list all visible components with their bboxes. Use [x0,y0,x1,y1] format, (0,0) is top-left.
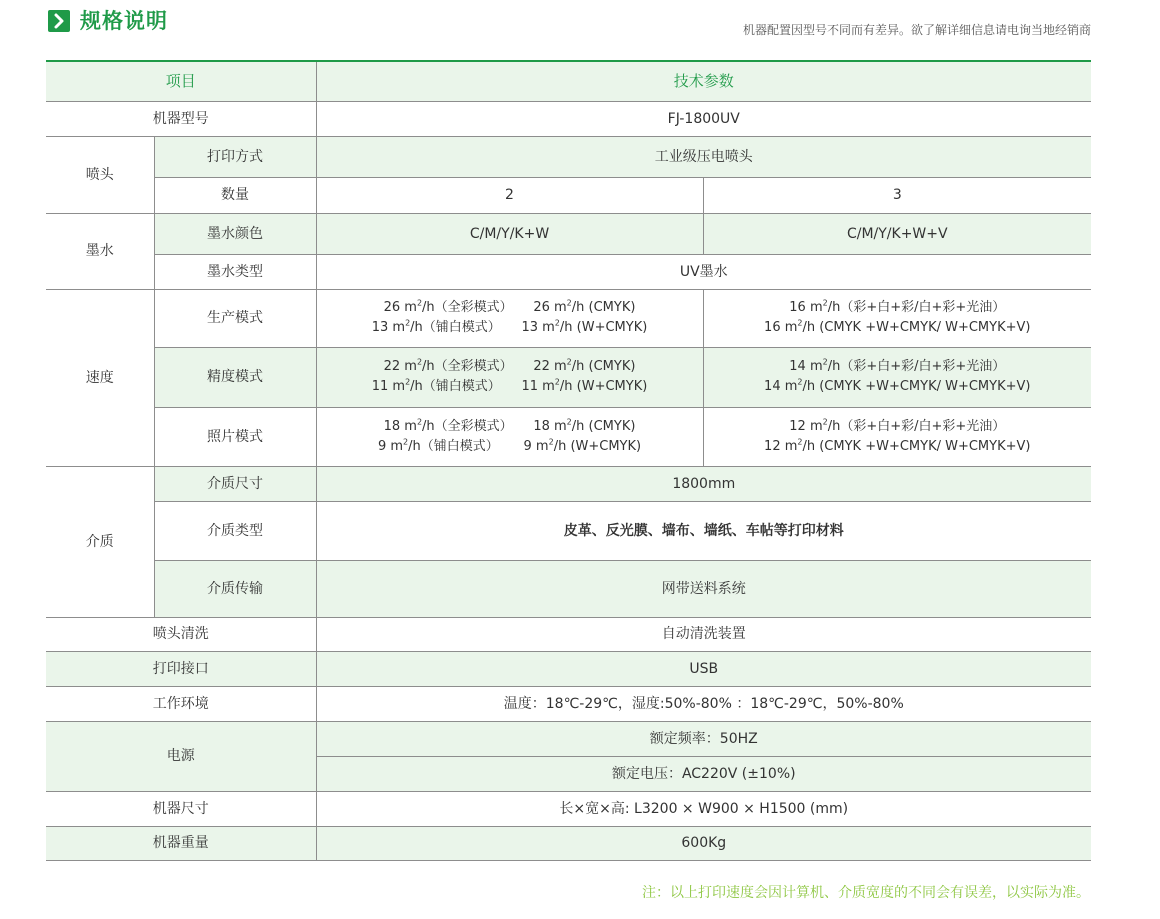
row-value: 皮革、反光膜、墙布、墙纸、车帖等打印材料 [316,501,1091,560]
row-label: 机器重量 [46,826,316,860]
table-row [46,686,1091,721]
row-label: 打印接口 [46,651,316,686]
chevron-right-icon [48,10,70,32]
row-value: 600Kg [316,826,1091,860]
config-note: 机器配置因型号不同而有差异。欲了解详细信息请电询当地经销商 [742,23,1091,37]
row-value: 2 [316,177,703,213]
header-spec: 技术参数 [316,61,1091,101]
spec-table [46,60,1091,861]
group-label: 墨水 [46,213,154,289]
row-label: 介质类型 [154,501,316,560]
group-label: 介质 [46,466,154,617]
speed-value-a: 26 $m^2/h$（全彩模式） 26 $m^2/h$ (CMYK) 13 $m^2/h$（铺白模式） 13 $m^2/h$ (W+CMYK) [316,289,703,347]
table-row [46,791,1091,826]
row-value: 长×宽×高: L3200 × W900 × H1500 (mm) [316,791,1091,826]
footnote: 注：以上打印速度会因计算机、介质宽度的不同会有误差，以实际为准。 [642,885,1090,901]
table-row [46,289,1091,347]
row-value: 网带送料系统 [316,560,1091,617]
row-value: UV墨水 [316,254,1091,289]
row-label: 墨水类型 [154,254,316,289]
table-row [46,651,1091,686]
table-row [46,501,1091,560]
table-row [46,407,1091,466]
row-label: 介质尺寸 [154,466,316,501]
row-label: 介质传输 [154,560,316,617]
table-row [46,213,1091,254]
row-value: 额定电压：AC220V (±10%) [316,756,1091,791]
table-row [46,826,1091,860]
speed-value-b: 16 $m^2/h$（彩+白+彩/白+彩+光油） 16 $m^2/h$ (CMYK +W+CMYK/ W+CMYK+V) [703,289,1091,347]
row-label: 墨水颜色 [154,213,316,254]
row-value: C/M/Y/K+W+V [703,213,1091,254]
row-label: 喷头清洗 [46,617,316,651]
row-value: 温度：18℃-29℃，湿度:50%-80% ：18℃-29℃，50%-80% [316,686,1091,721]
speed-value-a: 18 $m^2/h$（全彩模式） 18 $m^2/h$ (CMYK) 9 $m^2/h$（铺白模式） 9 $m^2/h$ (W+CMYK) [316,407,703,466]
page-title: 规格说明 [80,9,168,33]
table-row [46,177,1091,213]
table-row [46,560,1091,617]
row-label: 打印方式 [154,136,316,177]
table-row [46,617,1091,651]
row-value: FJ-1800UV [316,101,1091,136]
row-label: 精度模式 [154,347,316,407]
table-header [46,61,1091,101]
row-value: C/M/Y/K+W [316,213,703,254]
row-value: USB [316,651,1091,686]
table-row [46,466,1091,501]
table-row [46,136,1091,177]
speed-value-b: 12 $m^2/h$（彩+白+彩/白+彩+光油） 12 $m^2/h$ (CMYK +W+CMYK/ W+CMYK+V) [703,407,1091,466]
table-row [46,254,1091,289]
row-value: 自动清洗装置 [316,617,1091,651]
row-value: 3 [703,177,1091,213]
table-row [46,101,1091,136]
row-label: 机器尺寸 [46,791,316,826]
row-label: 电源 [46,721,316,791]
row-label: 生产模式 [154,289,316,347]
group-label: 速度 [46,289,154,466]
row-value: 1800mm [316,466,1091,501]
row-label: 机器型号 [46,101,316,136]
group-label: 喷头 [46,136,154,213]
header-item: 项目 [46,61,316,101]
speed-value-a: 22 $m^2/h$（全彩模式） 22 $m^2/h$ (CMYK) 11 $m^2/h$（铺白模式） 11 $m^2/h$ (W+CMYK) [316,347,703,407]
row-label: 照片模式 [154,407,316,466]
row-label: 工作环境 [46,686,316,721]
speed-value-b: 14 $m^2/h$（彩+白+彩/白+彩+光油） 14 $m^2/h$ (CMYK +W+CMYK/ W+CMYK+V) [703,347,1091,407]
table-row [46,721,1091,756]
row-value: 工业级压电喷头 [316,136,1091,177]
row-value: 额定频率：50HZ [316,721,1091,756]
table-row [46,347,1091,407]
row-label: 数量 [154,177,316,213]
